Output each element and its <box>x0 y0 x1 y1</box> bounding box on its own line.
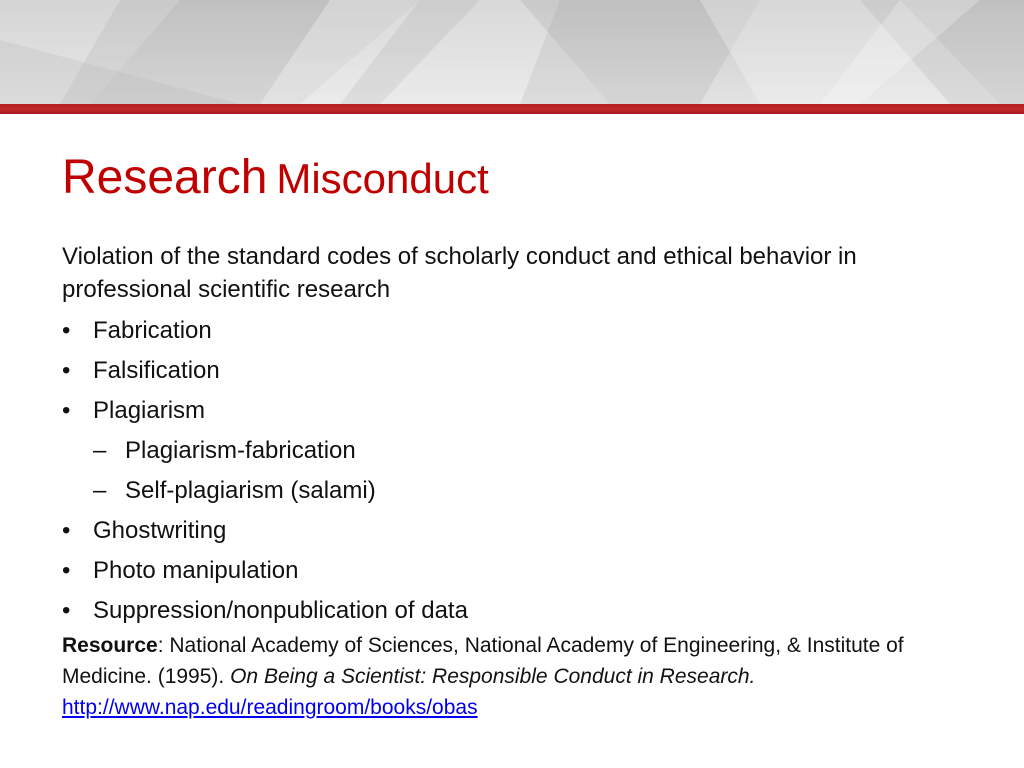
list-item-text: Fabrication <box>93 317 212 344</box>
definition-text: Violation of the standard codes of scholarly conduct and ethical behavior in professional scientific research <box>62 243 857 303</box>
list-item <box>62 311 972 351</box>
list-item-text: Ghostwriting <box>93 517 227 544</box>
title-word-2: Misconduct <box>276 155 489 202</box>
list-item <box>62 511 972 551</box>
list-item <box>62 351 972 391</box>
dash-marker: – <box>93 437 107 464</box>
resource-citation <box>62 630 992 723</box>
bullet-marker: • <box>62 357 71 384</box>
header-banner <box>0 0 1024 104</box>
book-title: On Being a Scientist: Responsible Conduct in Research. <box>230 665 756 688</box>
list-item <box>62 551 972 591</box>
resource-link[interactable]: http://www.nap.edu/readingroom/books/obas <box>62 696 478 719</box>
sub-list-item <box>62 471 972 511</box>
list-item-text: Photo manipulation <box>93 557 299 584</box>
list-item-text: Falsification <box>93 357 220 384</box>
sub-list-item <box>62 431 972 471</box>
sub-list-item-text: Plagiarism-fabrication <box>125 437 356 464</box>
resource-text: : National Academy of Sciences, National Academy of Engineering, & Institute of Medicine. (1995). <box>62 634 904 688</box>
list-item-text: Suppression/nonpublication of data <box>93 597 468 624</box>
slide-title <box>62 151 489 204</box>
title-word-1: Research <box>62 151 268 204</box>
resource-label: Resource <box>62 634 158 657</box>
accent-bar <box>0 104 1024 114</box>
slide-body <box>62 240 972 631</box>
bullet-marker: • <box>62 557 71 584</box>
dash-marker: – <box>93 477 107 504</box>
bullet-marker: • <box>62 517 71 544</box>
bullet-list <box>62 311 972 631</box>
bullet-marker: • <box>62 397 71 424</box>
list-item-text: Plagiarism <box>93 397 206 424</box>
bullet-marker: • <box>62 317 71 344</box>
header-facets-graphic <box>0 0 1024 104</box>
bullet-marker: • <box>62 597 71 624</box>
sub-list-item-text: Self-plagiarism (salami) <box>125 477 376 504</box>
list-item <box>62 391 972 431</box>
list-item <box>62 591 972 631</box>
